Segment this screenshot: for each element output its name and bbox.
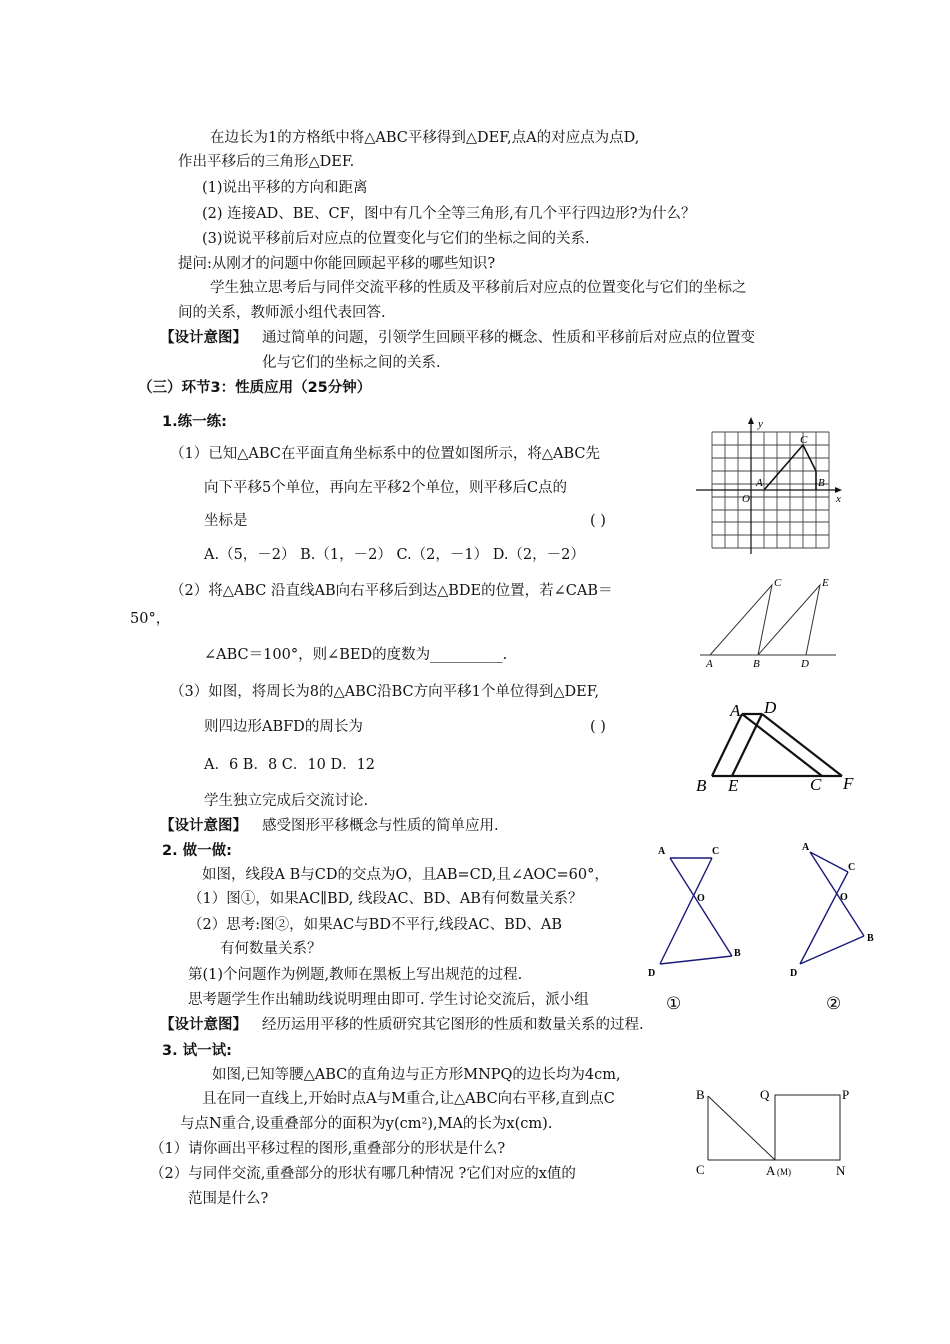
- trapezoid-figure: [690, 696, 865, 796]
- cross1-point-a: A: [658, 846, 666, 857]
- intro-paragraph-1: 学生独立思考后与同伴交流平移的性质及平移前后对应点的位置变化与它们的坐标之: [210, 280, 747, 296]
- cross1-number: ①: [666, 994, 682, 1013]
- section-title: （三）环节3：性质应用（25分钟）: [138, 380, 372, 396]
- design-label: 【设计意图】: [160, 330, 247, 346]
- cross-figure-2: [780, 836, 900, 1021]
- cross2-point-a: A: [802, 842, 810, 853]
- design-label: 【设计意图】: [160, 1017, 247, 1033]
- cross2-point-b: B: [867, 933, 874, 944]
- exercise-1-answer-paren: ( ): [590, 513, 606, 529]
- trap-point-c: C: [810, 775, 822, 794]
- cross2-point-c: C: [848, 862, 856, 873]
- tryit-heading: 3. 试一试:: [162, 1043, 232, 1059]
- cross2-point-d: D: [790, 968, 798, 979]
- exercise-3-line-1: （3）如图，将周长为8的△ABC沿BC方向平移1个单位得到△DEF,: [170, 684, 600, 700]
- grid-point-a: A: [756, 477, 763, 489]
- cross1-point-o: O: [697, 893, 705, 904]
- grid-point-b: B: [818, 477, 825, 489]
- doit-line-6: 思考题学生作出辅助线说明理由即可. 学生讨论交流后，派小组: [188, 992, 589, 1008]
- trap-point-e: E: [728, 776, 739, 795]
- design-intent-1: 通过简单的问题，引领学生回顾平移的概念、性质和平移前后对应点的位置变: [262, 330, 755, 346]
- square-point-a: A: [766, 1163, 776, 1178]
- exercise-3-options: A．6 B．8 C．10 D．12: [204, 757, 376, 773]
- square-point-p: P: [842, 1087, 850, 1102]
- intro-paragraph-2: 间的关系，教师派小组代表回答.: [178, 305, 386, 321]
- trap-point-b: B: [696, 776, 707, 795]
- cross-figure-1: [640, 836, 760, 1021]
- square-point-n: N: [836, 1163, 846, 1178]
- grid-y-label: y: [758, 418, 763, 430]
- practice-design: 感受图形平移概念与性质的简单应用.: [262, 818, 499, 834]
- doit-heading: 2. 做一做:: [162, 843, 232, 859]
- exercise-2-line-2: 50°，: [130, 611, 171, 627]
- doit-line-1: 如图，线段A B与CD的交点为O，且AB=CD,且∠AOC=60°，: [202, 867, 609, 883]
- cross1-point-c: C: [712, 846, 720, 857]
- intro-line-2: 作出平移后的三角形△DEF.: [178, 154, 355, 170]
- tryit-question-3: 范围是什么?: [188, 1191, 269, 1207]
- cross1-point-d: D: [648, 968, 656, 979]
- square-point-m: (M): [777, 1167, 791, 1177]
- cross2-number: ②: [826, 994, 842, 1013]
- intro-line-1: 在边长为1的方格纸中将△ABC平移得到△DEF,点A的对应点为点D,: [210, 130, 640, 146]
- exercise-1-line-3: 坐标是: [204, 513, 248, 529]
- square-point-c: C: [696, 1162, 705, 1177]
- exercise-3-answer-paren: ( ): [590, 719, 606, 735]
- trap-point-a: A: [730, 701, 741, 720]
- exercise-1-options: A.（5，－2） B.（1，－2） C.（2，－1） D.（2，－2）: [204, 547, 585, 563]
- doit-line-3: （2）思考:图②，如果AC与BD不平行,线段AC、BD、AB: [188, 917, 563, 933]
- grid-x-label: x: [836, 493, 841, 505]
- trap-point-f: F: [843, 774, 854, 793]
- shift-point-c: C: [774, 577, 782, 589]
- shift-point-e: E: [822, 577, 829, 589]
- design-label: 【设计意图】: [160, 818, 247, 834]
- shift-point-a: A: [706, 658, 713, 670]
- shift-point-b: B: [753, 658, 760, 670]
- exercise-1-line-2: 向下平移5个单位，再向左平移2个单位，则平移后C点的: [204, 480, 568, 496]
- exercise-2-line-1: （2）将△ABC 沿直线AB向右平移后到达△BDE的位置，若∠CAB＝: [170, 583, 613, 599]
- doit-line-5: 第(1)个问题作为例题,教师在黑板上写出规范的过程.: [188, 967, 523, 983]
- shift-figure: [700, 570, 840, 670]
- intro-question-2: (2) 连接AD、BE、CF，图中有几个全等三角形,有几个平行四边形?为什么？: [202, 206, 696, 222]
- intro-question-1: (1)说出平移的方向和距离: [202, 180, 368, 196]
- grid-figure: [692, 412, 852, 554]
- square-point-b: B: [696, 1087, 705, 1102]
- intro-ask: 提问:从刚才的问题中你能回顾起平移的哪些知识?: [178, 256, 496, 272]
- tryit-line-1: 如图,已知等腰△ABC的直角边与正方形MNPQ的边长均为4cm,: [212, 1067, 621, 1083]
- exercise-3-line-2: 则四边形ABFD的周长为: [204, 719, 363, 735]
- design-intent-2: 化与它们的坐标之间的关系.: [262, 355, 441, 371]
- exercise-1-line-1: （1）已知△ABC在平面直角坐标系中的位置如图所示，将△ABC先: [170, 446, 601, 462]
- grid-point-c: C: [800, 434, 808, 446]
- grid-origin-label: O: [742, 493, 750, 505]
- shift-point-d: D: [801, 658, 809, 670]
- intro-question-3: (3)说说平移前后对应点的位置变化与它们的坐标之间的关系.: [202, 231, 590, 247]
- doit-line-4: 有何数量关系？: [220, 941, 322, 957]
- exercise-2-line-3: ∠ABC＝100°，则∠BED的度数为__________.: [204, 647, 508, 663]
- doit-line-2: （1）图①，如果AC∥BD, 线段AC、BD、AB有何数量关系？: [188, 891, 583, 907]
- trap-point-d: D: [764, 698, 777, 717]
- tryit-question-1: （1）请你画出平移过程的图形,重叠部分的形状是什么?: [150, 1141, 506, 1157]
- tryit-line-3: 与点N重合,设重叠部分的面积为y(cm²),MA的长为x(cm).: [180, 1116, 553, 1132]
- cross2-point-o: O: [840, 892, 848, 903]
- square-point-q: Q: [760, 1087, 770, 1102]
- practice-after: 学生独立完成后交流讨论.: [204, 793, 369, 809]
- cross1-point-b: B: [734, 948, 741, 959]
- tryit-line-2: 且在同一直线上,开始时点A与M重合,让△ABC向右平移,直到点C: [202, 1091, 615, 1107]
- tryit-question-2: （2）与同伴交流,重叠部分的形状有哪几种情况 ?它们对应的x值的: [150, 1166, 576, 1182]
- square-figure: [690, 1080, 865, 1180]
- doit-design: 经历运用平移的性质研究其它图形的性质和数量关系的过程.: [262, 1017, 644, 1033]
- practice-heading: 1.练一练:: [162, 414, 227, 430]
